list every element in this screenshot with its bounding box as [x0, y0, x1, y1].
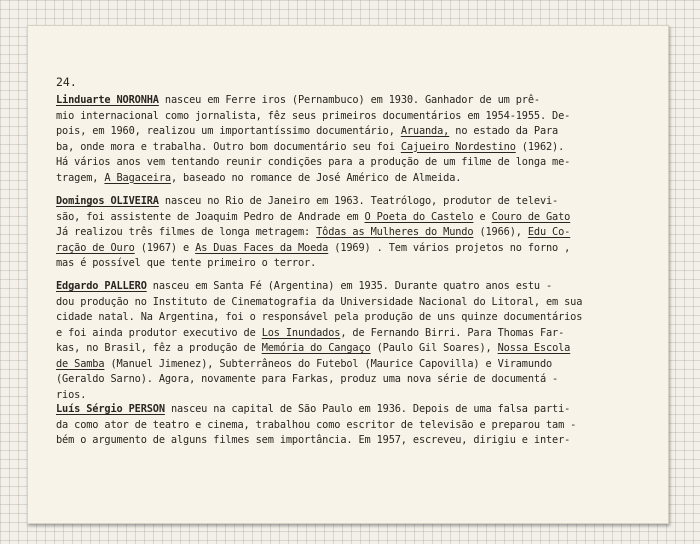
text-line: Luís Sérgio PERSON nasceu na capital de São Paulo em 1936. Depois de uma falsa parti-: [56, 403, 571, 415]
text-line: kas, no Brasil, fêz a produção de Memória do Cangaço (Paulo Gil Soares), Nossa Escola: [56, 342, 571, 354]
text-line: tragem, A Bagaceira, baseado no romance de José Américo de Almeida.: [56, 171, 462, 184]
text-line: Já realizou três filmes de longa metragem: Tôdas as Mulheres do Mundo (1966), Edu Co-: [56, 226, 571, 238]
text-line: pois, em 1960, realizou um importantíssimo documentário, Aruanda, no estado da Para: [56, 125, 559, 137]
text-line: ração de Ouro (1967) e As Duas Faces da Moeda (1969) . Tem vários projetos no forno ,: [56, 241, 571, 254]
film-title: Cajueiro Nordestino: [400, 140, 516, 153]
person-name: Domingos OLIVEIRA: [56, 195, 159, 207]
text-line: Há vários anos vem tentando reunir condições para a produção de um filme de longa me-: [56, 156, 571, 168]
text-line: ba, onde mora e trabalha. Outro bom documentário seu foi Cajueiro Nordestino (1962).: [56, 140, 565, 153]
film-title: A Bagaceira: [104, 171, 171, 184]
bio-paragraph-oliveira: [56, 194, 616, 272]
text-line: cidade natal. Na Argentina, foi o responsável pela produção de uns quinze documentários: [56, 311, 583, 323]
person-name: Edgardo PALLERO: [56, 280, 147, 292]
bio-paragraph-person: [56, 402, 616, 449]
bio-paragraph-pallero: [56, 279, 616, 403]
film-title: O Poeta do Castelo: [364, 210, 474, 223]
person-name: Luís Sérgio PERSON: [56, 403, 165, 415]
text-line: Domingos OLIVEIRA nasceu no Rio de Janeiro em 1963. Teatrólogo, produtor de televi-: [56, 195, 559, 207]
film-title: Couro de Gato: [491, 210, 571, 223]
page-number: 24.: [56, 75, 77, 89]
film-title: de Samba: [56, 357, 105, 370]
film-title: Los Inundados: [261, 326, 341, 339]
film-title: Edu Co-: [527, 226, 571, 238]
text-line: e foi ainda produtor executivo de Los Inundados, de Fernando Birri. Para Thomas Far-: [56, 326, 565, 339]
text-line: Linduarte NORONHA nasceu em Ferre iros (Pernambuco) em 1930. Ganhador de um prê-: [56, 94, 540, 106]
text-line: rios.: [56, 388, 87, 401]
film-title: Tôdas as Mulheres do Mundo: [316, 226, 474, 238]
film-title: As Duas Faces da Moeda: [195, 241, 329, 254]
film-title: ração de Ouro: [56, 241, 135, 254]
text-line: mio internacional como jornalista, fêz seus primeiros documentários em 1954-1955. De-: [56, 109, 571, 122]
film-title: Memória do Cangaço: [261, 342, 371, 354]
text-line: (Geraldo Sarno). Agora, novamente para Farkas, produz uma nova série de documentá -: [56, 373, 559, 385]
film-title: Aruanda,: [400, 125, 450, 137]
text-line: são, foi assistente de Joaquim Pedro de Andrade em O Poeta do Castelo e Couro de Gato: [56, 210, 571, 223]
person-name: Linduarte NORONHA: [56, 94, 159, 106]
film-title: Nossa Escola: [497, 342, 571, 354]
text-line: mas é possível que tente primeiro o terror.: [56, 257, 317, 269]
text-line: bém o argumento de alguns filmes sem importância. Em 1957, escreveu, dirigiu e inter-: [56, 434, 571, 446]
text-line: dou produção no Instituto de Cinematografia da Universidade Nacional do Litoral, em sua: [56, 295, 583, 308]
text-line: da como ator de teatro e cinema, trabalhou como escritor de televisão e preparou tam -: [56, 418, 577, 431]
text-line: de Samba (Manuel Jimenez), Subterrâneos do Futebol (Maurice Capovilla) e Viramundo: [56, 357, 553, 370]
text-line: Edgardo PALLERO nasceu em Santa Fé (Argentina) em 1935. Durante quatro anos estu -: [56, 280, 553, 292]
bio-paragraph-noronha: [56, 93, 616, 186]
